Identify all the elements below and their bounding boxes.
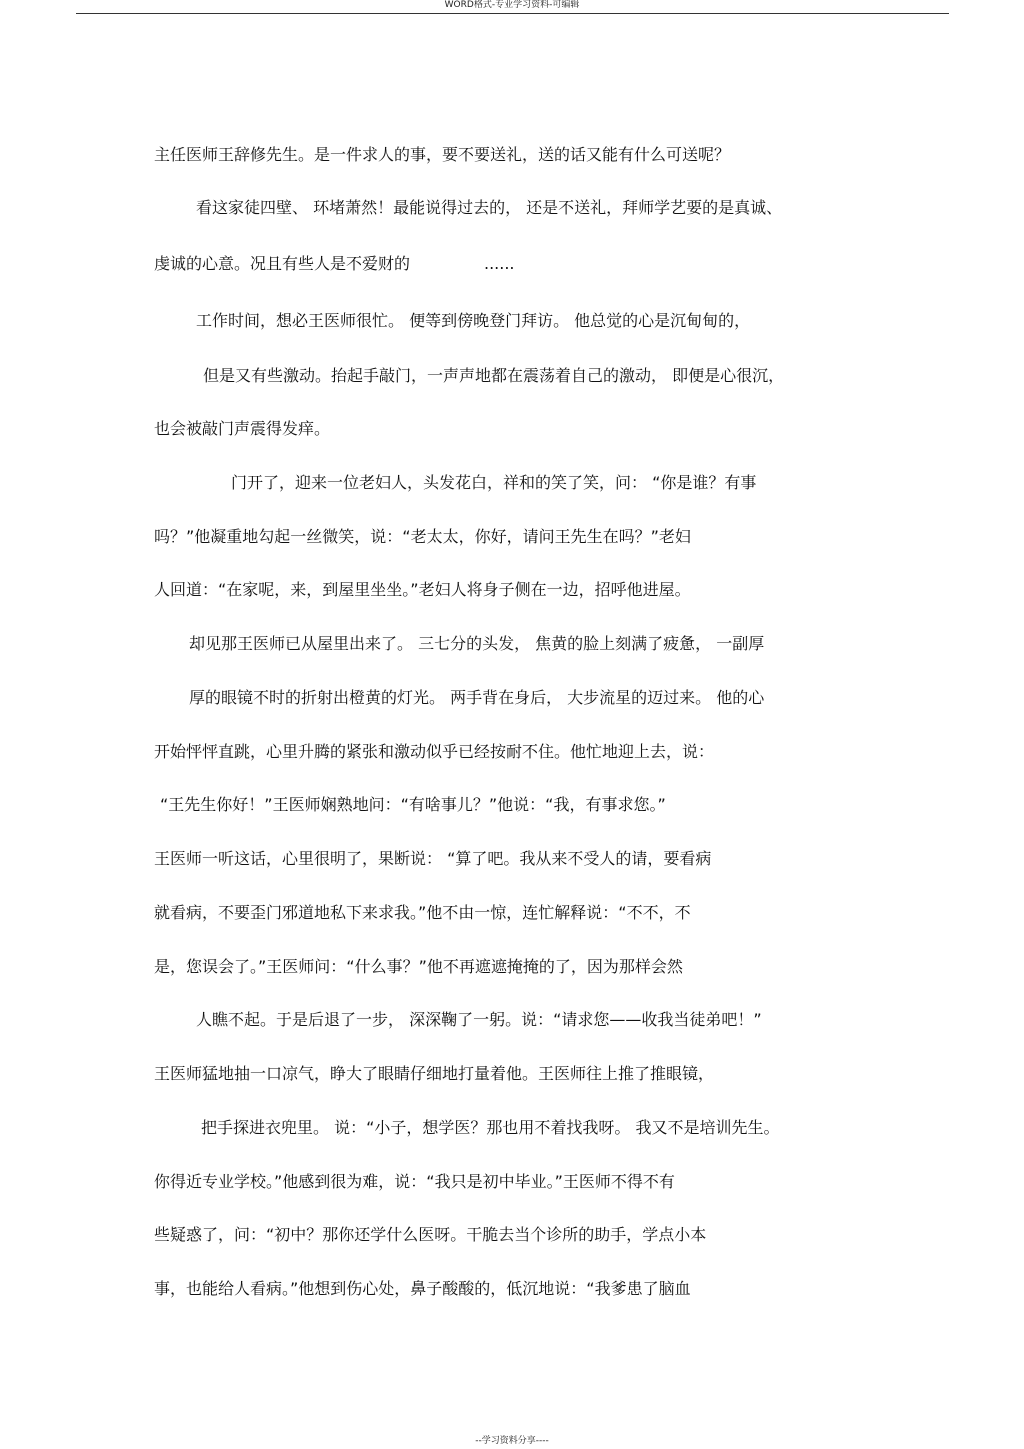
body-line: 门开了，迎来一位老妇人，头发花白，祥和的笑了笑，问： “你是谁？有事 — [231, 473, 757, 492]
body-line: 把手探进衣兜里。 说：“小子，想学医？那也用不着找我呀。 我又不是培训先生。 — [201, 1118, 780, 1137]
body-line: 工作时间，想必王医师很忙。 便等到傍晚登门拜访。 他总觉的心是沉甸甸的， — [196, 311, 751, 330]
page-header: WORD格式-专业学习资料-可编辑 — [444, 0, 580, 10]
body-line: 虔诚的心意。况且有些人是不爱财的 — [154, 254, 411, 273]
body-line: “王先生你好！”王医师娴熟地问：“有啥事儿？”他说：“我，有事求您。” — [160, 795, 666, 814]
body-line: 就看病，不要歪门邪道地私下来求我。”他不由一惊，连忙解释说：“不不，不 — [154, 903, 691, 922]
body-line: 人回道：“在家呢，来，到屋里坐坐。”老妇人将身子侧在一边，招呼他进屋。 — [154, 580, 691, 599]
body-line: 些疑惑了，问：“初中？那你还学什么医呀。干脆去当个诊所的助手，学点小本 — [154, 1225, 707, 1244]
body-line: 吗？”他凝重地勾起一丝微笑，说：“老太太，你好，请问王先生在吗？”老妇 — [154, 527, 691, 546]
body-line: 王医师一听这话，心里很明了，果断说： “算了吧。我从来不受人的请，要看病 — [154, 849, 712, 868]
body-line: 王医师猛地抽一口凉气，睁大了眼睛仔细地打量着他。王医师往上推了推眼镜， — [154, 1064, 715, 1083]
page-footer: --学习资料分享---- — [475, 1436, 549, 1446]
body-line: 开始怦怦直跳，心里升腾的紧张和激动似乎已经按耐不住。他忙地迎上去，说： — [154, 742, 715, 761]
body-line: 人瞧不起。于是后退了一步， 深深鞠了一躬。说：“请求您——收我当徒弟吧！” — [196, 1010, 762, 1029]
body-line: ...... — [484, 254, 515, 273]
body-line: 是，您误会了。”王医师问：“什么事？”他不再遮遮掩掩的了，因为那样会然 — [154, 957, 683, 976]
body-line: 你得近专业学校。”他感到很为难，说：“我只是初中毕业。”王医师不得不有 — [154, 1172, 675, 1191]
body-line: 厚的眼镜不时的折射出橙黄的灯光。 两手背在身后， 大步流星的迈过来。 他的心 — [189, 688, 765, 707]
body-line: 主任医师王辞修先生。是一件求人的事，要不要送礼，送的话又能有什么可送呢？ — [154, 145, 731, 164]
body-line: 也会被敲门声震得发痒。 — [154, 419, 331, 438]
header-divider — [76, 13, 949, 14]
body-line: 看这家徒四壁、 环堵萧然！最能说得过去的， 还是不送礼，拜师学艺要的是真诚、 — [196, 198, 783, 217]
body-line: 但是又有些激动。抬起手敲门，一声声地都在震荡着自己的激动， 即便是心很沉， — [203, 366, 785, 385]
body-line: 却见那王医师已从屋里出来了。 三七分的头发， 焦黄的脸上刻满了疲惫， 一副厚 — [189, 634, 765, 653]
body-line: 事，也能给人看病。”他想到伤心处，鼻子酸酸的，低沉地说：“我爹患了脑血 — [154, 1279, 691, 1298]
